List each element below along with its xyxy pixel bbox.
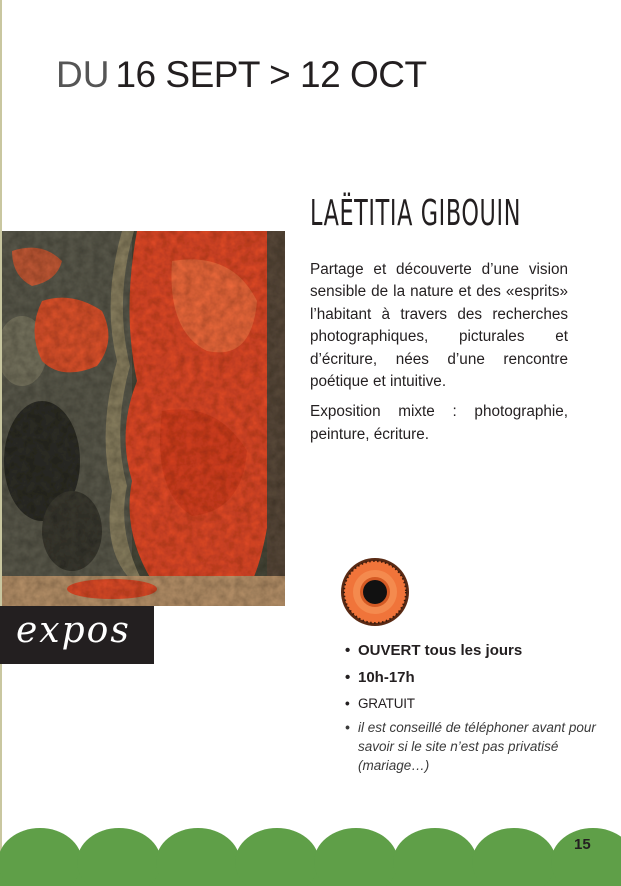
phone-advice-note: • il est conseillé de téléphoner avant pour savoir si le site n’est pas privatisé (mariage…): [345, 718, 605, 775]
admission-price: • GRATUIT: [345, 695, 605, 713]
artist-name: LAËTITIA GIBOUIN: [310, 193, 522, 234]
date-heading: [56, 54, 427, 96]
practical-info-list: [345, 641, 605, 775]
date-prefix: DU: [56, 54, 110, 95]
category-tag: [0, 606, 154, 664]
orange-eye-icon: [340, 557, 410, 627]
page-number: 15: [574, 836, 591, 853]
opening-days: • OUVERT tous les jours: [345, 641, 605, 661]
date-range: 16 SEPT > 12 OCT: [115, 54, 427, 95]
exhibition-description: [310, 259, 568, 454]
description-paragraph-2: Exposition mixte : photographie, peinture, écriture.: [310, 403, 568, 443]
category-tag-label: expos: [16, 610, 131, 651]
artwork-image: [2, 231, 285, 606]
footer-scallop-border: [0, 822, 621, 886]
description-paragraph-1: Partage et découverte d’une vision sensible de la nature et des «esprits» l’habitant à travers des recherches photographiques, picturales et d’écriture, nées d’une rencontre poétique et intuitive.: [310, 261, 568, 391]
opening-hours: • 10h-17h: [345, 668, 605, 688]
